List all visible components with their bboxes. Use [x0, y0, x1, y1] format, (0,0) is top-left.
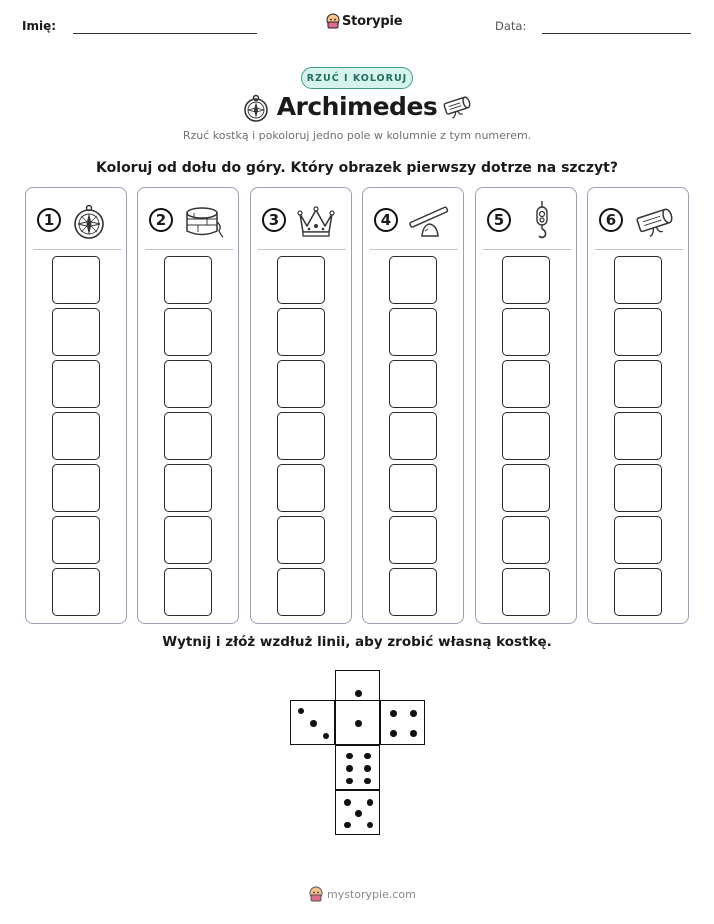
color-cell[interactable] — [614, 568, 662, 616]
column-divider — [258, 249, 346, 250]
column-4 — [362, 187, 464, 624]
die-pip — [310, 720, 317, 727]
column-2 — [137, 187, 239, 624]
color-cell[interactable] — [277, 516, 325, 564]
column-5 — [475, 187, 577, 624]
color-cell[interactable] — [502, 256, 550, 304]
die-face-1 — [335, 700, 380, 745]
color-cell[interactable] — [389, 308, 437, 356]
scroll-icon — [441, 93, 473, 119]
color-cell[interactable] — [277, 308, 325, 356]
column-divider — [145, 249, 233, 250]
color-cell[interactable] — [502, 516, 550, 564]
instruction: Koloruj od dołu do góry. Który obrazek pierwszy dotrze na szczyt? — [96, 160, 618, 176]
brand-logo — [326, 13, 402, 29]
column-number: 2 — [149, 208, 173, 232]
die-pip — [355, 810, 362, 817]
color-cell[interactable] — [164, 308, 212, 356]
die-face-6 — [335, 745, 380, 790]
die-pip — [364, 765, 371, 772]
date-line — [542, 33, 691, 34]
die-pip — [410, 730, 417, 737]
die-pip — [344, 822, 351, 829]
footer — [309, 886, 416, 902]
die-pip — [390, 710, 397, 717]
die-face-5 — [335, 790, 380, 835]
color-cell[interactable] — [164, 412, 212, 460]
die-pip — [323, 733, 330, 740]
column-1 — [25, 187, 127, 624]
color-cell[interactable] — [277, 568, 325, 616]
die-pip — [344, 799, 351, 806]
crown-icon — [296, 204, 336, 240]
color-cell[interactable] — [614, 464, 662, 512]
color-cell[interactable] — [389, 256, 437, 304]
brand-name: Storypie — [342, 13, 403, 29]
color-cell[interactable] — [164, 256, 212, 304]
die-pip — [355, 690, 362, 697]
color-cell[interactable] — [277, 464, 325, 512]
die-pip — [364, 778, 371, 785]
color-cell[interactable] — [502, 464, 550, 512]
column-number: 5 — [487, 208, 511, 232]
color-cell[interactable] — [277, 412, 325, 460]
die-pip — [346, 778, 353, 785]
column-divider — [483, 249, 571, 250]
color-cell[interactable] — [277, 360, 325, 408]
column-number: 3 — [262, 208, 286, 232]
color-cell[interactable] — [389, 412, 437, 460]
color-cell[interactable] — [389, 360, 437, 408]
color-cell[interactable] — [52, 308, 100, 356]
color-cell[interactable] — [52, 464, 100, 512]
color-cell[interactable] — [614, 256, 662, 304]
die-pip — [298, 708, 305, 715]
color-cell[interactable] — [164, 516, 212, 564]
color-cell[interactable] — [277, 256, 325, 304]
pie-mascot-icon — [309, 886, 323, 902]
die-pip — [355, 720, 362, 727]
color-cell[interactable] — [614, 412, 662, 460]
column-number: 6 — [599, 208, 623, 232]
color-cell[interactable] — [502, 568, 550, 616]
color-cell[interactable] — [164, 568, 212, 616]
die-face-3 — [290, 700, 335, 745]
color-cell[interactable] — [614, 360, 662, 408]
die-face-4 — [380, 700, 425, 745]
color-cell[interactable] — [389, 516, 437, 564]
color-cell[interactable] — [502, 412, 550, 460]
column-6 — [587, 187, 689, 624]
column-3 — [250, 187, 352, 624]
column-divider — [33, 249, 121, 250]
column-divider — [370, 249, 458, 250]
color-cell[interactable] — [502, 308, 550, 356]
color-cell[interactable] — [614, 516, 662, 564]
die-pip — [367, 822, 374, 829]
pulley-icon — [531, 200, 561, 240]
die-pip — [364, 753, 371, 760]
name-label: Imię: — [22, 19, 57, 33]
name-line — [73, 33, 257, 34]
footer-url: mystorypie.com — [327, 887, 416, 901]
color-cell[interactable] — [52, 568, 100, 616]
die-pip — [390, 730, 397, 737]
die-pip — [410, 710, 417, 717]
die-pip — [346, 753, 353, 760]
page-title: Archimedes — [276, 92, 438, 121]
subtitle: Rzuć kostką i pokoloruj jedno pole w kolumnie z tym numerem. — [182, 129, 532, 142]
color-cell[interactable] — [52, 256, 100, 304]
well-icon — [183, 204, 225, 240]
date-label: Data: — [495, 19, 527, 33]
color-cell[interactable] — [164, 464, 212, 512]
color-cell[interactable] — [164, 360, 212, 408]
color-cell[interactable] — [389, 568, 437, 616]
column-number: 4 — [374, 208, 398, 232]
color-cell[interactable] — [502, 360, 550, 408]
activity-badge: RZUĆ I KOLORUJ — [301, 67, 413, 89]
cut-instruction: Wytnij i złóż wzdłuż linii, aby zrobić własną kostkę. — [162, 634, 552, 650]
column-divider — [595, 249, 683, 250]
column-number: 1 — [37, 208, 61, 232]
lever-icon — [408, 204, 452, 240]
pie-mascot-icon — [326, 13, 340, 29]
die-pip — [367, 799, 374, 806]
scroll-icon — [633, 204, 679, 240]
color-cell[interactable] — [52, 360, 100, 408]
color-cell[interactable] — [52, 412, 100, 460]
color-cell[interactable] — [614, 308, 662, 356]
color-cell[interactable] — [52, 516, 100, 564]
die-pip — [346, 765, 353, 772]
color-cell[interactable] — [389, 464, 437, 512]
compass-icon — [71, 204, 107, 240]
